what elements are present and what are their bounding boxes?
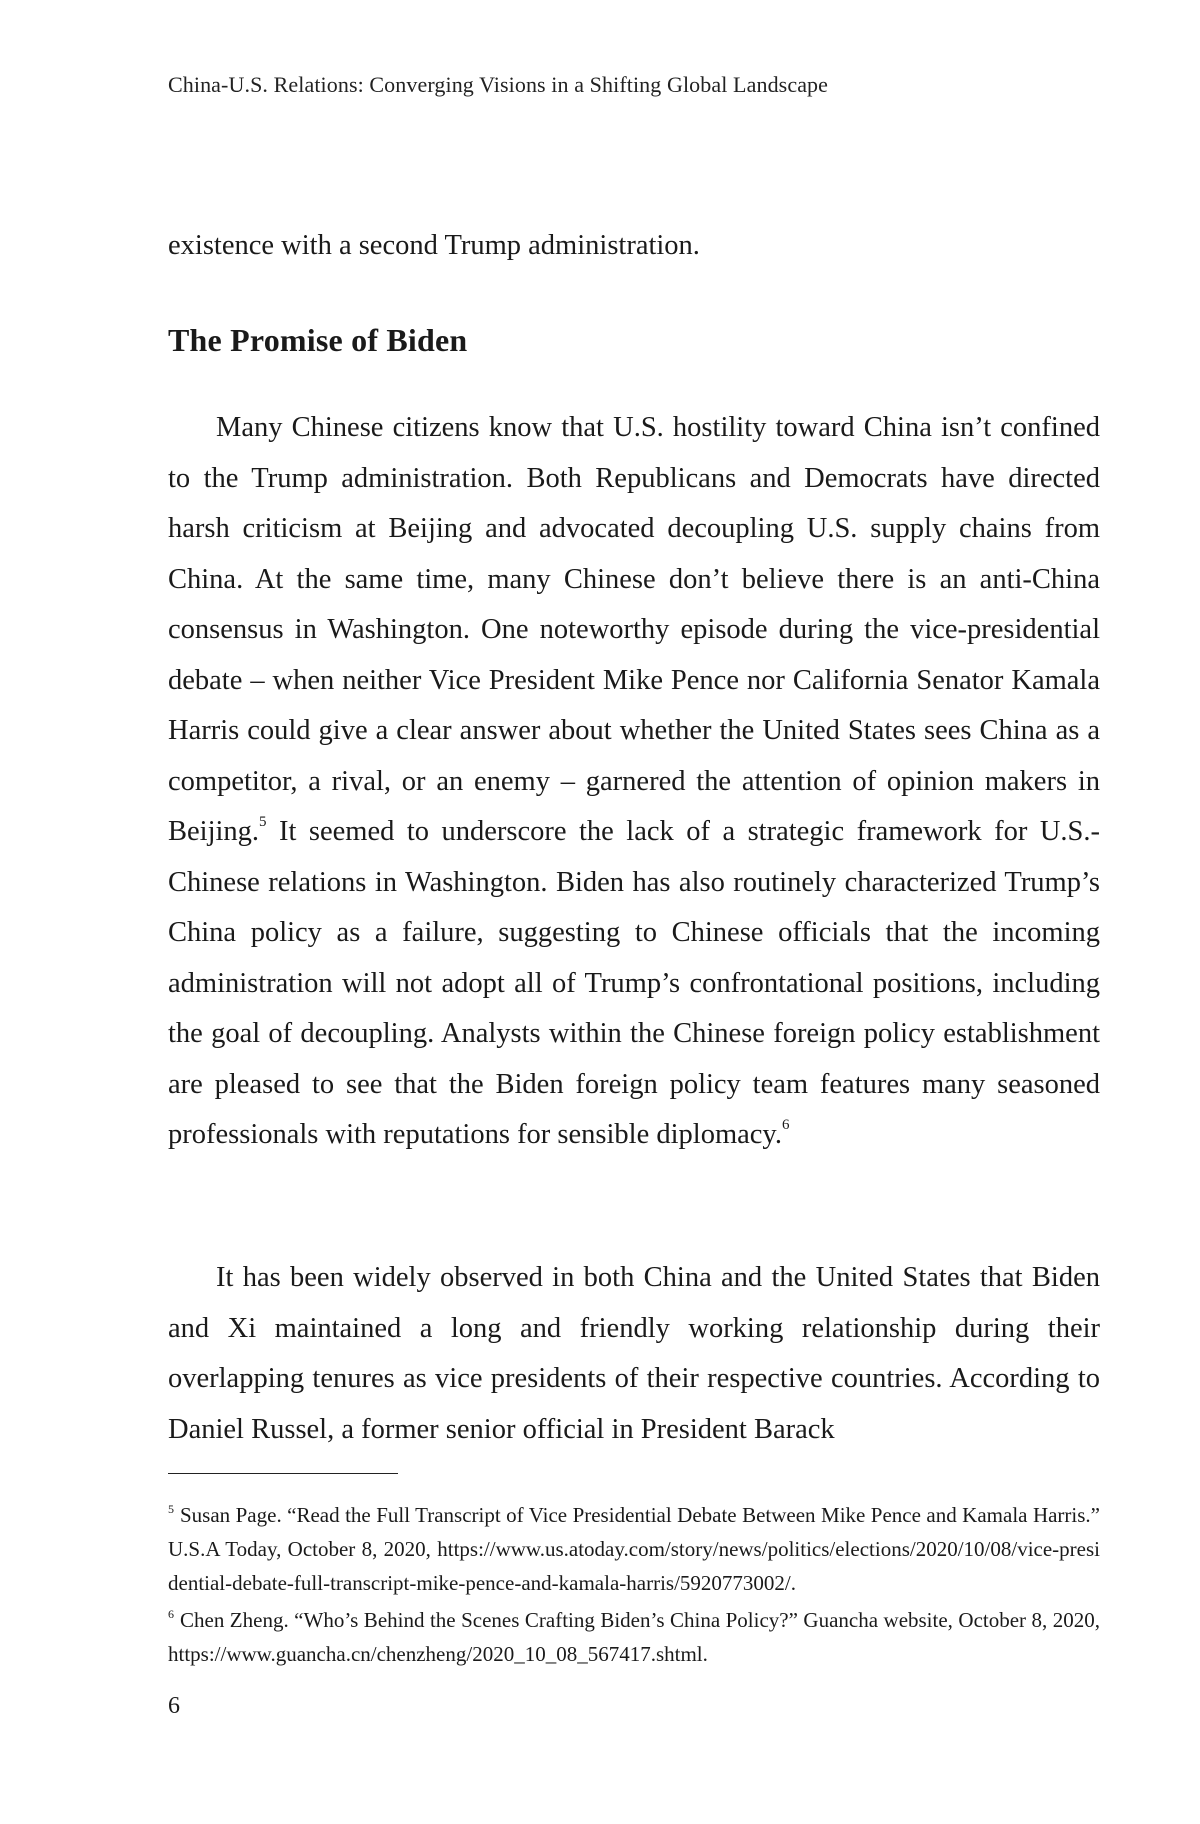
paragraph-1-text-part-1: Many Chinese citizens know that U.S. hostility toward China isn’t confined to the Trump administration. Both Republicans and Democrats have directed harsh criticism at Beijing and advocated decoupling U.S. supply chains from China. At the same time, many Chinese don’t believe there is an anti-China consensus in Washington. One noteworthy episode during the vice-presidential debate – when neither Vice President Mike Pence nor California Senator Kamala Harris could give a clear answer about whether the United States sees China as a competitor, a rival, or an enemy – garnered the attention of opinion makers in Beijing.	[168, 412, 1100, 847]
footnote-5-reference[interactable]: 5	[259, 814, 267, 830]
footnote-5-marker: 5	[168, 1502, 174, 1516]
footnote-6	[168, 1603, 1100, 1671]
footnote-6-reference[interactable]: 6	[781, 1117, 790, 1133]
footnote-5	[168, 1498, 1100, 1600]
footnote-6-text: Chen Zheng. “Who’s Behind the Scenes Crafting Biden’s China Policy?” Guancha website, October 8, 2020, https://www.guancha.cn/chenzheng/2020_10_08_567417.shtml.	[168, 1608, 1100, 1666]
footnote-6-marker: 6	[168, 1607, 174, 1621]
page-number: 6	[168, 1693, 180, 1719]
footnote-separator	[168, 1473, 398, 1474]
footnote-5-text: Susan Page. “Read the Full Transcript of Vice Presidential Debate Between Mike Pence and Kamala Harris.” U.S.A Today, October 8, 2020, https://www.us.atoday.com/story/news/politics/elections/2020/10/08/vice-presidential-debate-full-transcript-mike-pence-and-kamala-harris/5920773002/.	[168, 1503, 1100, 1595]
section-heading: The Promise of Biden	[168, 322, 468, 358]
continuation-paragraph: existence with a second Trump administration.	[168, 230, 700, 261]
body-paragraph-1	[168, 403, 1100, 1161]
body-paragraph-2: It has been widely observed in both China and the United States that Biden and Xi maintained a long and friendly working relationship during their overlapping tenures as vice presidents of their respective countries. According to Daniel Russel, a former senior official in President Barack	[168, 1262, 1100, 1445]
running-header: China-U.S. Relations: Converging Visions in a Shifting Global Landscape	[168, 72, 829, 97]
footnotes-section	[168, 1498, 1100, 1674]
paragraph-1-text-part-2: It seemed to underscore the lack of a strategic framework for U.S.-Chinese relations in Washington. Biden has also routinely characterized Trump’s China policy as a failure, suggesting to Chinese officials that the incoming administration will not adopt all of Trump’s confrontational positions, including the goal of decoupling. Analysts within the Chinese foreign policy establishment are pleased to see that the Biden foreign policy team features many seasoned professionals with reputations for sensible diplomacy.	[168, 816, 1100, 1150]
